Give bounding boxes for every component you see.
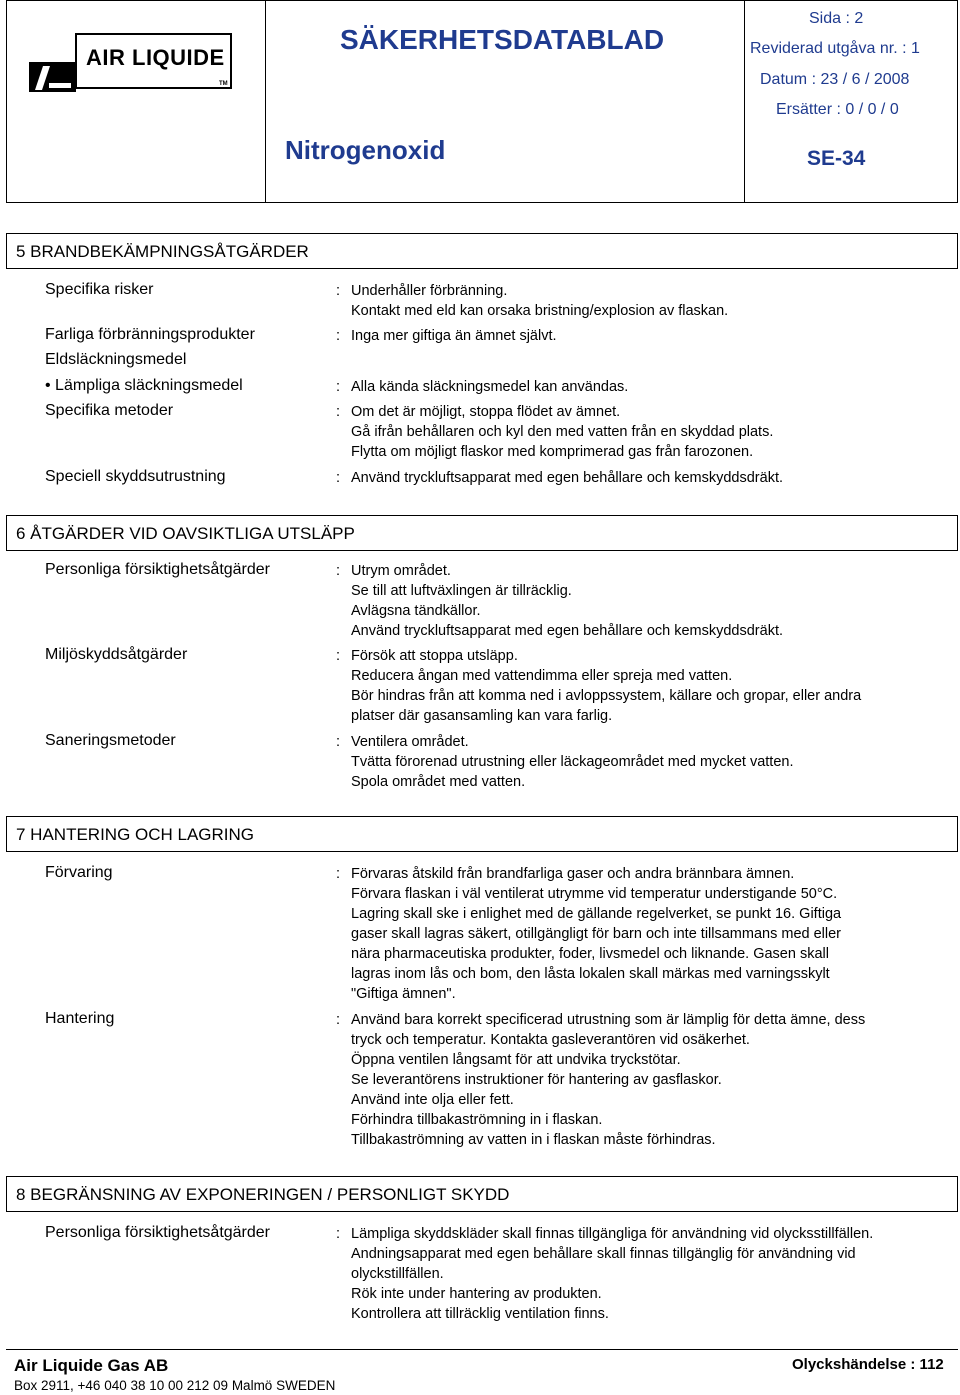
value-line: Om det är möjligt, stoppa flödet av ämnet. <box>351 404 621 420</box>
field-value: : Använd tryckluftsapparat med egen behållare och kemskyddsdräkt. <box>336 468 936 488</box>
field-label: Specifika risker <box>45 281 154 298</box>
value-line: Alla kända släckningsmedel kan användas. <box>351 379 629 395</box>
value-line: platser där gasansamling kan vara farlig. <box>351 708 613 724</box>
product-code: SE-34 <box>807 147 866 170</box>
field-label: Miljöskyddsåtgärder <box>45 646 188 663</box>
footer-company: Air Liquide Gas AB <box>14 1356 169 1375</box>
field-value: : Använd bara korrekt specificerad utrustning som är lämplig för detta ämne, dess tryck och temperatur. Kontakta gasleverantören vid osäkerhet. Öppna ventilen långsamt för att undvika tryckstötar. Se leverantörens instruktioner för hantering av gasflaskor. Använd inte olja eller fett. Förhindra tillbakaströmning in i flaskan. Tillbakaströmning av vatten in i flaskan måste förhindras. <box>336 1010 936 1150</box>
value-line: Underhåller förbränning. <box>351 283 508 299</box>
value-line: Använd bara korrekt specificerad utrustning som är lämplig för detta ämne, dess <box>351 1012 866 1028</box>
value-line: Förvaras åtskild från brandfarliga gaser och andra brännbara ämnen. <box>351 866 795 882</box>
value-line: Inga mer giftiga än ämnet självt. <box>351 328 557 344</box>
value-line: Förvara flaskan i väl ventilerat utrymme vid temperatur understigande 50°C. <box>351 886 838 902</box>
field-label: Förvaring <box>45 864 113 881</box>
value-line: Lagring skall ske i enlighet med de gällande regelverket, se punkt 16. Giftiga <box>351 906 842 922</box>
company-logo <box>21 30 239 94</box>
header-divider <box>744 1 745 202</box>
field-value: : Lämpliga skyddskläder skall finnas tillgängliga för användning vid olycksstillfällen. Andningsapparat med egen behållare skall finnas tillgänglig för användning vid olyckstillfällen. Rök inte under hantering av produkten. Kontrollera att tillräcklig ventilation finns. <box>336 1224 936 1324</box>
value-line: gaser skall lagras säkert, otillgängligt för barn och inte tillsammans med eller <box>351 926 841 942</box>
value-line: Gå ifrån behållaren och kyl den med vatten från en skyddad plats. <box>351 424 774 440</box>
value-line: Använd tryckluftsapparat med egen behållare och kemskyddsdräkt. <box>351 623 784 639</box>
value-line: Öppna ventilen långsamt för att undvika tryckstötar. <box>351 1052 681 1068</box>
field-label: Farliga förbränningsprodukter <box>45 326 255 343</box>
section-title: 7 HANTERING OCH LAGRING <box>16 825 255 844</box>
value-line: Förhindra tillbakaströmning in i flaskan. <box>351 1112 603 1128</box>
trademark: TM <box>219 81 228 87</box>
field-label: Personliga försiktighetsåtgärder <box>45 1224 271 1241</box>
field-value: : Försök att stoppa utsläpp. Reducera ångan med vattendimma eller spreja med vatten. Bör hindras från att komma ned i avloppssystem, källare och gropar, eller andra platser där gasansamling kan vara farlig. <box>336 646 936 726</box>
value-line: tryck och temperatur. Kontakta gasleverantören vid osäkerhet. <box>351 1032 750 1048</box>
value-line: Avlägsna tändkällor. <box>351 603 481 619</box>
value-line: Rök inte under hantering av produkten. <box>351 1286 602 1302</box>
revision: Reviderad utgåva nr. : 1 <box>750 40 920 57</box>
field-value: : Alla kända släckningsmedel kan användas. <box>336 377 936 397</box>
header-divider <box>265 1 266 202</box>
value-line: Använd inte olja eller fett. <box>351 1092 514 1108</box>
value-line: Bör hindras från att komma ned i avloppssystem, källare och gropar, eller andra <box>351 688 862 704</box>
field-label: Personliga försiktighetsåtgärder <box>45 561 271 578</box>
footer-emergency: Olyckshändelse : 112 <box>792 1356 944 1373</box>
value-line: Flytta om möjligt flaskor med komprimerad gas från farozonen. <box>351 444 754 460</box>
value-line: Lämpliga skyddskläder skall finnas tillgängliga för användning vid olycksstillfällen. <box>351 1226 874 1242</box>
value-line: Ventilera området. <box>351 734 469 750</box>
document-header <box>6 0 958 203</box>
field-value: : Inga mer giftiga än ämnet självt. <box>336 326 936 346</box>
value-line: lagras inom lås och bom, den låsta lokalen skall märkas med varningsskylt <box>351 966 830 982</box>
value-line: Utrym området. <box>351 563 451 579</box>
field-value: : Utrym området. Se till att luftväxlingen är tillräcklig. Avlägsna tändkällor. Använd tryckluftsapparat med egen behållare och kemskyddsdräkt. <box>336 561 936 641</box>
date: Datum : 23 / 6 / 2008 <box>760 71 910 88</box>
footer-divider <box>6 1349 958 1350</box>
field-value: : Underhåller förbränning. Kontakt med eld kan orsaka bristning/explosion av flaskan. <box>336 281 936 321</box>
field-label: Hantering <box>45 1010 115 1027</box>
section-title: 6 ÅTGÄRDER VID OAVSIKTLIGA UTSLÄPP <box>16 524 355 543</box>
value-line: olyckstillfällen. <box>351 1266 444 1282</box>
section-heading <box>6 816 958 852</box>
field-label: • Lämpliga släckningsmedel <box>45 377 243 394</box>
field-value: : Om det är möjligt, stoppa flödet av ämnet. Gå ifrån behållaren och kyl den med vatten från en skyddad plats. Flytta om möjligt flaskor med komprimerad gas från farozonen. <box>336 402 936 462</box>
value-line: Andningsapparat med egen behållare skall finnas tillgänglig för användning vid <box>351 1246 856 1262</box>
section-title: 8 BEGRÄNSNING AV EXPONERINGEN / PERSONLIGT SKYDD <box>16 1185 510 1204</box>
value-line: Tvätta förorenad utrustning eller läckageområdet med mycket vatten. <box>351 754 794 770</box>
value-line: Se leverantörens instruktioner för hantering av gasflaskor. <box>351 1072 722 1088</box>
value-line: Spola området med vatten. <box>351 774 526 790</box>
field-label: Specifika metoder <box>45 402 174 419</box>
value-line: Reducera ångan med vattendimma eller spreja med vatten. <box>351 668 733 684</box>
field-value: : Förvaras åtskild från brandfarliga gaser och andra brännbara ämnen. Förvara flaskan i väl ventilerat utrymme vid temperatur understigande 50°C. Lagring skall ske i enlighet med de gällande regelverket, se punkt 16. Giftiga gaser skall lagras säkert, otillgängligt för barn och inte tillsammans med eller nära pharmaceutiska produkter, foder, livsmedel och liknande. Gasen skall lagras inom lås och bom, den låsta lokalen skall märkas med varningsskylt "Giftiga ämnen". <box>336 864 936 1004</box>
value-line: "Giftiga ämnen". <box>351 986 456 1002</box>
value-line: Se till att luftväxlingen är tillräcklig. <box>351 583 572 599</box>
value-line: Försök att stoppa utsläpp. <box>351 648 518 664</box>
replaces: Ersätter : 0 / 0 / 0 <box>776 101 899 118</box>
field-label: Eldsläckningsmedel <box>45 351 187 368</box>
footer-address: Box 2911, +46 040 38 10 00 212 09 Malmö SWEDEN <box>14 1378 336 1393</box>
document-title: SÄKERHETSDATABLAD <box>340 24 665 55</box>
section-heading <box>6 515 958 551</box>
section-heading <box>6 1176 958 1212</box>
value-line: nära pharmaceutiska produkter, foder, livsmedel och liknande. Gasen skall <box>351 946 829 962</box>
value-line: Tillbakaströmning av vatten in i flaskan måste förhindras. <box>351 1132 716 1148</box>
value-line: Kontakt med eld kan orsaka bristning/explosion av flaskan. <box>351 303 729 319</box>
field-label: Speciell skyddsutrustning <box>45 468 226 485</box>
page-number: Sida : 2 <box>809 10 864 27</box>
product-name: Nitrogenoxid <box>285 135 446 165</box>
value-line: Använd tryckluftsapparat med egen behållare och kemskyddsdräkt. <box>351 470 784 486</box>
field-label: Saneringsmetoder <box>45 732 176 749</box>
field-value: : Ventilera området. Tvätta förorenad utrustning eller läckageområdet med mycket vatten. Spola området med vatten. <box>336 732 936 792</box>
value-line: Kontrollera att tillräcklig ventilation finns. <box>351 1306 609 1322</box>
section-title: 5 BRANDBEKÄMPNINGSÅTGÄRDER <box>16 242 309 261</box>
logo-text: AIR LIQUIDE <box>86 45 225 70</box>
section-heading <box>6 233 958 269</box>
